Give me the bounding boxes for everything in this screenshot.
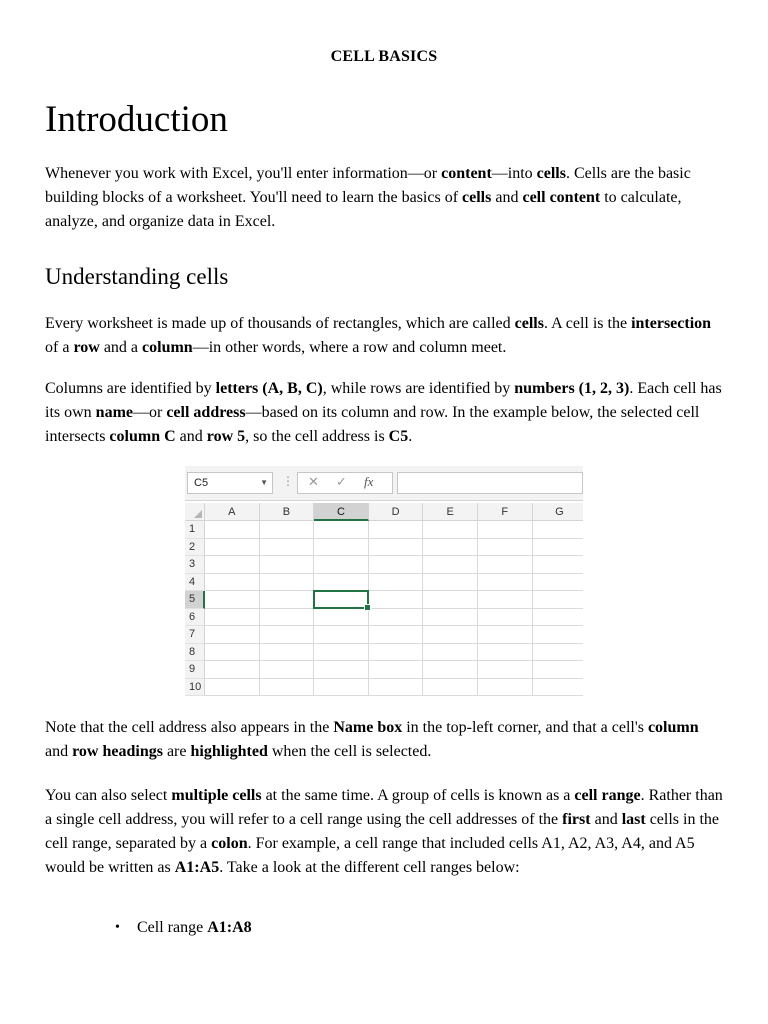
column-header-f[interactable]: F xyxy=(478,503,533,521)
bold-text: letters (A, B, C) xyxy=(215,380,323,397)
grid-line xyxy=(205,590,583,591)
row-header-4[interactable]: 4 xyxy=(185,574,205,592)
name-box[interactable] xyxy=(187,472,273,494)
grid-line xyxy=(205,678,583,679)
row-header-6[interactable]: 6 xyxy=(185,609,205,627)
list-item-prefix: Cell range xyxy=(137,919,208,936)
text-run: Whenever you work with Excel, you'll enter information—or xyxy=(45,165,442,182)
column-header-a[interactable]: A xyxy=(205,503,260,521)
bold-text: row xyxy=(73,339,100,356)
grid-line xyxy=(313,521,314,696)
grid-line xyxy=(205,625,583,626)
grid-line xyxy=(205,660,583,661)
bold-text: column C xyxy=(109,428,176,445)
row-header-10[interactable]: 10 xyxy=(185,679,205,697)
formula-bar-buttons xyxy=(297,472,393,494)
bold-text: cells xyxy=(514,315,544,332)
drag-handle-icon[interactable]: ⋮ xyxy=(282,474,294,488)
text-run: —or xyxy=(133,404,167,421)
bold-text: cell address xyxy=(166,404,246,421)
bold-text: colon xyxy=(211,835,248,852)
text-run: . A cell is the xyxy=(543,315,632,332)
text-run: at the same time. A group of cells is known as a xyxy=(261,787,575,804)
cell-address-paragraph xyxy=(45,377,725,449)
page-title: Introduction xyxy=(45,99,228,140)
spreadsheet-figure xyxy=(185,466,583,696)
column-header-e[interactable]: E xyxy=(423,503,478,521)
row-header-2[interactable]: 2 xyxy=(185,539,205,557)
bold-text: cells xyxy=(462,189,492,206)
text-run: and a xyxy=(99,339,143,356)
bold-text: A1:A5 xyxy=(174,859,220,876)
bold-text: column xyxy=(142,339,193,356)
text-run: . For example, a cell range that included cells A1, A2, A3, A4, and A5 would be written as xyxy=(45,835,695,876)
column-header-c[interactable]: C xyxy=(314,503,369,521)
cancel-icon[interactable]: ✕ xyxy=(308,474,319,489)
row-header-5[interactable]: 5 xyxy=(185,591,205,609)
bold-text: cell content xyxy=(522,189,601,206)
text-run: Every worksheet is made up of thousands of rectangles, which are called xyxy=(45,315,515,332)
text-run: Note that the cell address also appears in the xyxy=(45,719,334,736)
text-run: . Rather than a single cell address, you will refer to a cell range using the cell addresses of the xyxy=(45,787,723,828)
row-header-9[interactable]: 9 xyxy=(185,661,205,679)
cell-range-paragraph xyxy=(45,784,725,880)
row-header-7[interactable]: 7 xyxy=(185,626,205,644)
active-cell[interactable] xyxy=(313,590,369,609)
row-header-3[interactable]: 3 xyxy=(185,556,205,574)
bold-text: C5 xyxy=(388,428,409,445)
name-box-note-paragraph xyxy=(45,716,725,764)
bold-text: content xyxy=(441,165,492,182)
bold-text: Name box xyxy=(333,719,403,736)
formula-input[interactable] xyxy=(397,472,583,494)
text-run: and xyxy=(45,743,73,760)
bold-text: row headings xyxy=(72,743,163,760)
grid-line xyxy=(532,521,533,696)
bold-text: row 5 xyxy=(206,428,246,445)
text-run: and xyxy=(590,811,622,828)
grid-line xyxy=(422,521,423,696)
text-run: , while rows are identified by xyxy=(322,380,515,397)
enter-icon[interactable]: ✓ xyxy=(336,474,347,489)
grid-line xyxy=(205,608,583,609)
text-run: . Each cell has its own xyxy=(45,380,722,421)
text-run: cells in the cell range, separated by a xyxy=(45,811,720,852)
bold-text: column xyxy=(647,719,699,736)
select-all-corner[interactable] xyxy=(185,503,205,521)
bold-text: multiple cells xyxy=(171,787,262,804)
cells-definition-paragraph xyxy=(45,312,725,360)
function-icon[interactable]: fx xyxy=(364,474,374,489)
bold-text: intersection xyxy=(631,315,712,332)
grid-line xyxy=(205,643,583,644)
bullet-icon: • xyxy=(115,920,120,935)
text-run: and xyxy=(175,428,207,445)
bold-text: last xyxy=(621,811,646,828)
bold-text: cells xyxy=(536,165,566,182)
text-run: —in other words, where a row and column meet. xyxy=(192,339,507,356)
text-run: of a xyxy=(45,339,74,356)
bold-text: name xyxy=(95,404,133,421)
grid-line xyxy=(205,573,583,574)
name-box-value: C5 xyxy=(194,477,209,489)
bold-text: highlighted xyxy=(190,743,268,760)
intro-paragraph xyxy=(45,162,725,234)
text-run: . xyxy=(408,428,413,445)
grid-line xyxy=(259,521,260,696)
list-item-range: A1:A8 xyxy=(207,919,252,936)
row-header-8[interactable]: 8 xyxy=(185,644,205,662)
column-header-g[interactable]: G xyxy=(533,503,583,521)
bold-text: first xyxy=(562,811,591,828)
grid-line xyxy=(477,521,478,696)
text-run: You can also select xyxy=(45,787,172,804)
formula-bar xyxy=(185,466,583,501)
grid-line xyxy=(205,538,583,539)
grid-line xyxy=(205,555,583,556)
text-run: Columns are identified by xyxy=(45,380,216,397)
section-heading-understanding-cells: Understanding cells xyxy=(45,264,229,289)
text-run: when the cell is selected. xyxy=(267,743,432,760)
column-header-b[interactable]: B xyxy=(260,503,315,521)
bold-text: numbers (1, 2, 3) xyxy=(514,380,630,397)
text-run: to calculate, analyze, and organize data in Excel. xyxy=(45,189,682,230)
bold-text: cell range xyxy=(574,787,641,804)
text-run: in the top-left corner, and that a cell's xyxy=(402,719,648,736)
text-run: —based on its column and row. In the example below, the selected cell intersects xyxy=(45,404,700,445)
text-run: , so the cell address is xyxy=(245,428,389,445)
text-run: —into xyxy=(491,165,537,182)
text-run: . Take a look at the different cell ranges below: xyxy=(219,859,520,876)
grid-line xyxy=(205,695,583,696)
cell-range-list xyxy=(45,916,252,940)
text-run: and xyxy=(491,189,523,206)
text-run: are xyxy=(162,743,191,760)
column-header-d[interactable]: D xyxy=(369,503,424,521)
list-item xyxy=(115,916,252,940)
document-header: CELL BASICS xyxy=(330,48,438,65)
text-run: . Cells are the basic building blocks of a worksheet. You'll need to learn the basics of xyxy=(45,165,691,206)
chevron-down-icon[interactable]: ▼ xyxy=(260,478,268,487)
row-header-1[interactable]: 1 xyxy=(185,521,205,539)
